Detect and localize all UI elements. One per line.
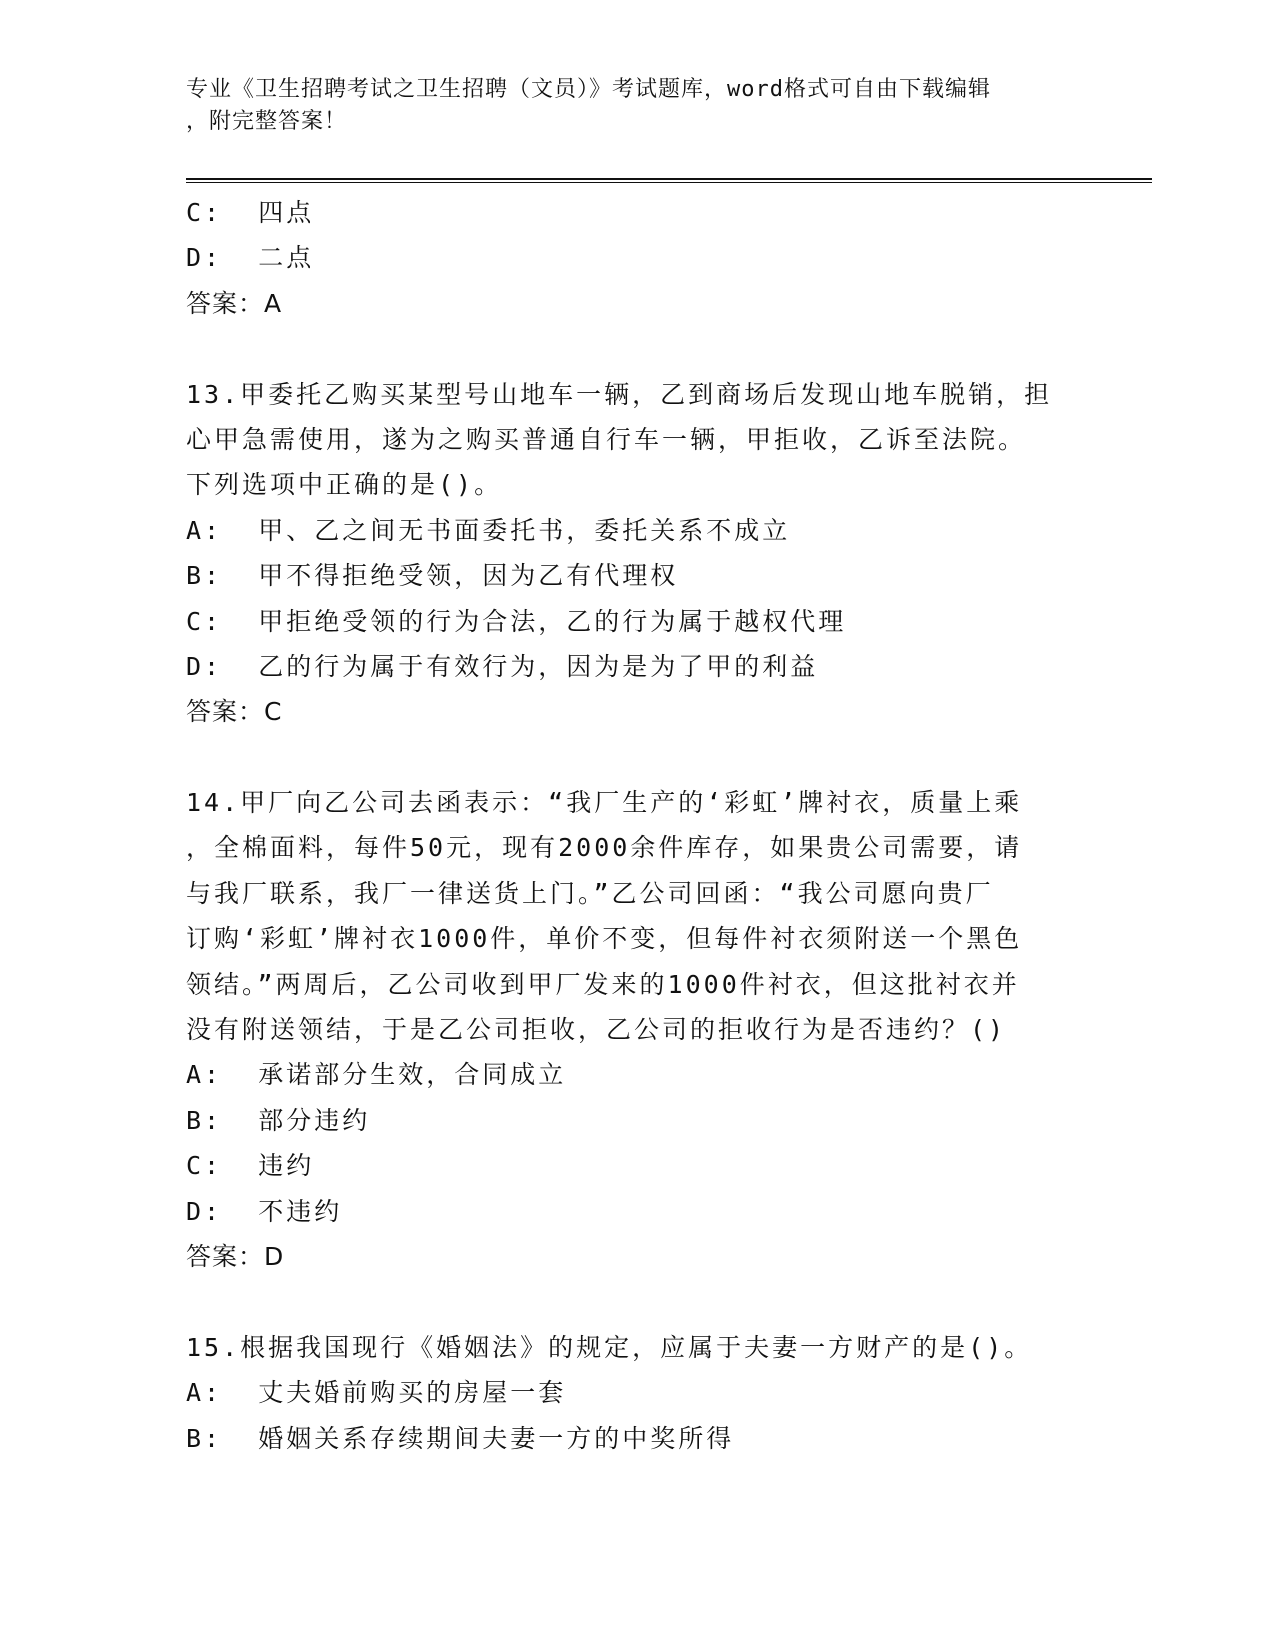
question-content: [186, 190, 1086, 1461]
option-b: B: 甲不得拒绝受领，因为乙有代理权: [186, 561, 679, 591]
question-14-text: ，全棉面料，每件50元，现有2000余件库存，如果贵公司需要，请: [186, 833, 1023, 863]
option-d: D: 不违约: [186, 1196, 343, 1226]
document-header: [186, 74, 1066, 138]
option-d: D: 乙的行为属于有效行为，因为是为了甲的利益: [186, 651, 819, 681]
option-b: B: 婚姻关系存续期间夫妻一方的中奖所得: [186, 1423, 735, 1453]
spacer: [186, 1279, 1086, 1324]
option-a: A: 承诺部分生效，合同成立: [186, 1060, 567, 1090]
answer-line: 答案：D: [186, 1241, 285, 1271]
option-a: A: 丈夫婚前购买的房屋一套: [186, 1378, 567, 1408]
question-13-text: 心甲急需使用，遂为之购买普通自行车一辆，甲拒收，乙诉至法院。: [186, 424, 1027, 454]
answer-line: 答案：A: [186, 288, 283, 318]
question-14-text: 没有附送领结，于是乙公司拒收，乙公司的拒收行为是否违约？(): [186, 1015, 1007, 1045]
spacer: [186, 735, 1086, 780]
option-c: C: 违约: [186, 1151, 315, 1181]
question-13-text: 13.甲委托乙购买某型号山地车一辆，乙到商场后发现山地车脱销，担: [186, 379, 1053, 409]
question-13-text: 下列选项中正确的是()。: [186, 470, 503, 500]
question-15-text: 15.根据我国现行《婚姻法》的规定，应属于夫妻一方财产的是()。: [186, 1332, 1033, 1362]
question-14-text: 领结。”两周后，乙公司收到甲厂发来的1000件衬衣，但这批衬衣并: [186, 969, 1020, 999]
answer-line: 答案：C: [186, 697, 283, 727]
question-14-text: 与我厂联系，我厂一律送货上门。”乙公司回函：“我公司愿向贵厂: [186, 878, 994, 908]
option-d: D: 二点: [186, 243, 315, 273]
question-14-text: 订购‘彩虹’牌衬衣1000件，单价不变，但每件衬衣须附送一个黑色: [186, 924, 1023, 954]
header-divider: [186, 178, 1152, 180]
question-14-text: 14.甲厂向乙公司去函表示：“我厂生产的‘彩虹’牌衬衣，质量上乘: [186, 788, 1023, 818]
option-a: A: 甲、乙之间无书面委托书，委托关系不成立: [186, 515, 791, 545]
option-b: B: 部分违约: [186, 1105, 371, 1135]
header-line-2: ，附完整答案！: [186, 109, 348, 134]
header-divider-thin: [186, 182, 1152, 183]
spacer: [186, 326, 1086, 371]
header-line-1: 专业《卫生招聘考试之卫生招聘（文员）》考试题库，word格式可自由下载编辑: [186, 77, 991, 102]
option-c: C: 四点: [186, 198, 315, 227]
option-c: C: 甲拒绝受领的行为合法，乙的行为属于越权代理: [186, 606, 847, 636]
